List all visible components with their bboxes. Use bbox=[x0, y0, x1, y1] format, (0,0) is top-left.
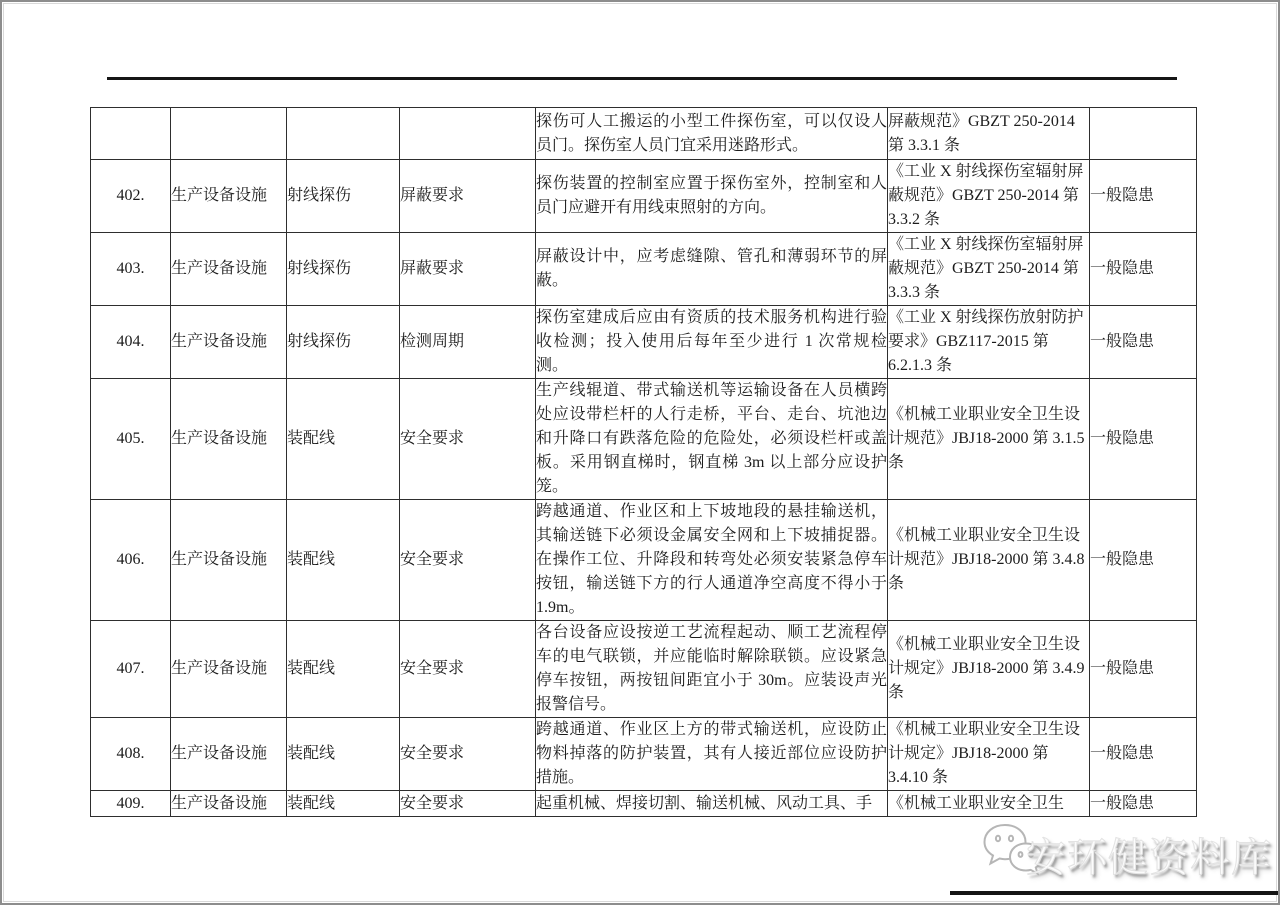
check-item-cell: 安全要求 bbox=[400, 791, 536, 817]
row-number-cell: 404. bbox=[91, 306, 171, 379]
check-item-cell: 屏蔽要求 bbox=[400, 233, 536, 306]
equipment-cell: 射线探伤 bbox=[287, 233, 400, 306]
check-content-cell: 屏蔽设计中，应考虑缝隙、管孔和薄弱环节的屏蔽。 bbox=[536, 233, 888, 306]
basis-cell: 《机械工业职业安全卫生设计规范》JBJ18-2000 第 3.4.8 条 bbox=[888, 500, 1090, 621]
hazard-level-cell bbox=[1090, 108, 1197, 160]
table-row bbox=[91, 791, 1197, 817]
equipment-cell: 装配线 bbox=[287, 500, 400, 621]
basis-cell: 《工业 X 射线探伤室辐射屏蔽规范》GBZT 250-2014 第 3.3.3 条 bbox=[888, 233, 1090, 306]
table-row bbox=[91, 233, 1197, 306]
basis-cell: 《机械工业职业安全卫生 bbox=[888, 791, 1090, 817]
basis-cell: 《机械工业职业安全卫生设计规定》JBJ18-2000 第 3.4.9 条 bbox=[888, 621, 1090, 718]
equipment-cell: 装配线 bbox=[287, 718, 400, 791]
row-number-cell: 406. bbox=[91, 500, 171, 621]
equipment-cell: 射线探伤 bbox=[287, 160, 400, 233]
facility-cell: 生产设备设施 bbox=[171, 379, 287, 500]
table-row bbox=[91, 621, 1197, 718]
equipment-cell bbox=[287, 108, 400, 160]
row-number-cell: 405. bbox=[91, 379, 171, 500]
row-number-cell bbox=[91, 108, 171, 160]
row-number-cell: 408. bbox=[91, 718, 171, 791]
header-rule bbox=[107, 77, 1177, 80]
facility-cell: 生产设备设施 bbox=[171, 500, 287, 621]
basis-cell: 屏蔽规范》GBZT 250-2014 第 3.3.1 条 bbox=[888, 108, 1090, 160]
watermark-label: 安环健资料库 bbox=[1026, 836, 1272, 880]
facility-cell: 生产设备设施 bbox=[171, 791, 287, 817]
table-row bbox=[91, 500, 1197, 621]
check-item-cell: 检测周期 bbox=[400, 306, 536, 379]
check-content-cell: 探伤可人工搬运的小型工件探伤室，可以仅设人员门。探伤室人员门宜采用迷路形式。 bbox=[536, 108, 888, 160]
check-content-cell: 探伤装置的控制室应置于探伤室外，控制室和人员门应避开有用线束照射的方向。 bbox=[536, 160, 888, 233]
facility-cell: 生产设备设施 bbox=[171, 160, 287, 233]
equipment-cell: 装配线 bbox=[287, 621, 400, 718]
facility-cell: 生产设备设施 bbox=[171, 306, 287, 379]
row-number-cell: 409. bbox=[91, 791, 171, 817]
facility-cell bbox=[171, 108, 287, 160]
table-row bbox=[91, 379, 1197, 500]
check-content-cell: 生产线辊道、带式输送机等运输设备在人员横跨处应设带栏杆的人行走桥，平台、走台、坑池边和升降口有跌落危险的危险处，必须设栏杆或盖板。采用钢直梯时，钢直梯 3m 以上部分应设护笼。 bbox=[536, 379, 888, 500]
hazard-level-cell: 一般隐患 bbox=[1090, 500, 1197, 621]
check-content-cell: 跨越通道、作业区和上下坡地段的悬挂输送机，其输送链下必须设金属安全网和上下坡捕捉器。在操作工位、升降段和转弯处必须安装紧急停车按钮，输送链下方的行人通道净空高度不得小于 1.9m。 bbox=[536, 500, 888, 621]
row-number-cell: 403. bbox=[91, 233, 171, 306]
watermark bbox=[980, 818, 1272, 884]
basis-cell: 《机械工业职业安全卫生设计规定》JBJ18-2000 第 3.4.10 条 bbox=[888, 718, 1090, 791]
check-item-cell: 安全要求 bbox=[400, 500, 536, 621]
table-row bbox=[91, 718, 1197, 791]
check-item-cell bbox=[400, 108, 536, 160]
hazard-level-cell: 一般隐患 bbox=[1090, 621, 1197, 718]
facility-cell: 生产设备设施 bbox=[171, 233, 287, 306]
check-content-cell: 探伤室建成后应由有资质的技术服务机构进行验收检测；投入使用后每年至少进行 1 次常规检测。 bbox=[536, 306, 888, 379]
equipment-cell: 装配线 bbox=[287, 791, 400, 817]
table-row bbox=[91, 108, 1197, 160]
hazard-checklist-table bbox=[90, 107, 1197, 817]
basis-cell: 《机械工业职业安全卫生设计规范》JBJ18-2000 第 3.1.5 条 bbox=[888, 379, 1090, 500]
hazard-level-cell: 一般隐患 bbox=[1090, 233, 1197, 306]
hazard-level-cell: 一般隐患 bbox=[1090, 306, 1197, 379]
check-item-cell: 安全要求 bbox=[400, 621, 536, 718]
table-row bbox=[91, 160, 1197, 233]
table-row bbox=[91, 306, 1197, 379]
hazard-level-cell: 一般隐患 bbox=[1090, 160, 1197, 233]
equipment-cell: 装配线 bbox=[287, 379, 400, 500]
hazard-level-cell: 一般隐患 bbox=[1090, 379, 1197, 500]
hazard-level-cell: 一般隐患 bbox=[1090, 718, 1197, 791]
check-item-cell: 屏蔽要求 bbox=[400, 160, 536, 233]
facility-cell: 生产设备设施 bbox=[171, 621, 287, 718]
check-item-cell: 安全要求 bbox=[400, 379, 536, 500]
check-item-cell: 安全要求 bbox=[400, 718, 536, 791]
basis-cell: 《工业 X 射线探伤放射防护要求》GBZ117-2015 第 6.2.1.3 条 bbox=[888, 306, 1090, 379]
equipment-cell: 射线探伤 bbox=[287, 306, 400, 379]
facility-cell: 生产设备设施 bbox=[171, 718, 287, 791]
row-number-cell: 402. bbox=[91, 160, 171, 233]
check-content-cell: 起重机械、焊接切割、输送机械、风动工具、手 bbox=[536, 791, 888, 817]
check-content-cell: 跨越通道、作业区上方的带式输送机，应设防止物料掉落的防护装置，其有人接近部位应设防护措施。 bbox=[536, 718, 888, 791]
footer-rule bbox=[950, 891, 1280, 895]
row-number-cell: 407. bbox=[91, 621, 171, 718]
check-content-cell: 各台设备应设按逆工艺流程起动、顺工艺流程停车的电气联锁，并应能临时解除联锁。应设紧急停车按钮，两按钮间距宜小于 30m。应装设声光报警信号。 bbox=[536, 621, 888, 718]
basis-cell: 《工业 X 射线探伤室辐射屏蔽规范》GBZT 250-2014 第 3.3.2 条 bbox=[888, 160, 1090, 233]
hazard-level-cell: 一般隐患 bbox=[1090, 791, 1197, 817]
